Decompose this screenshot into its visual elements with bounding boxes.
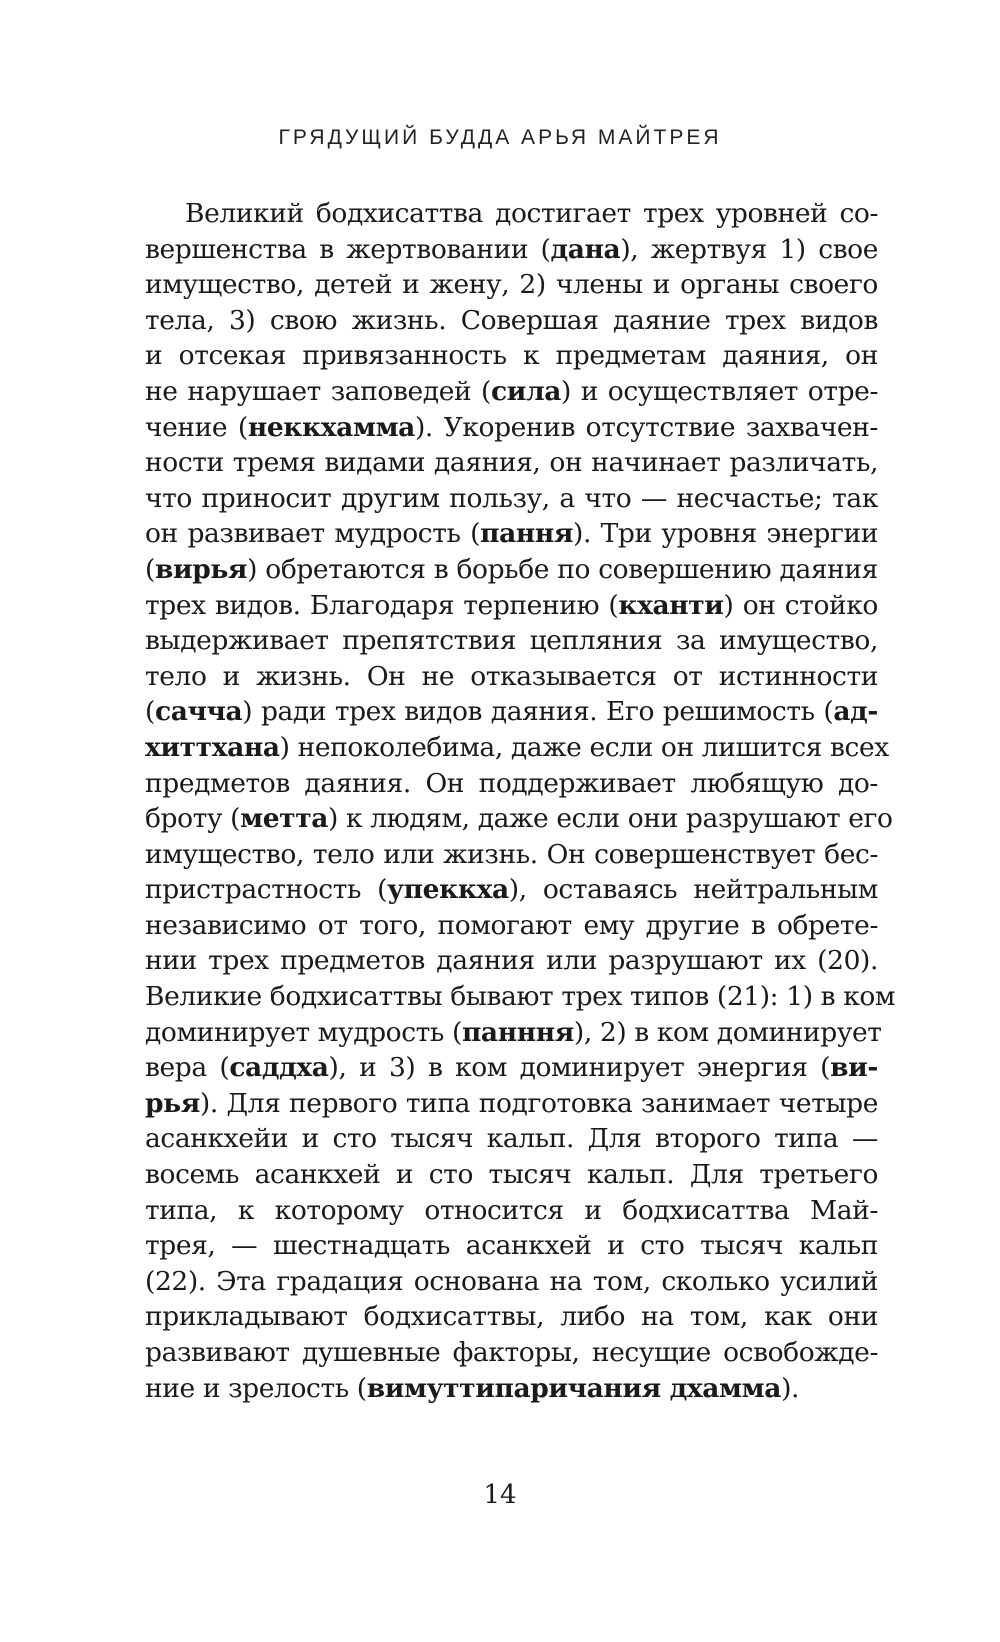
text-run: вера ( [145, 1052, 230, 1084]
text-line [145, 232, 878, 268]
text-line [145, 338, 878, 374]
text-line [145, 943, 878, 979]
text-run: Великий бодхисаттва достигает трех уровней со- [185, 198, 878, 229]
text-run: ние и зрелость ( [145, 1372, 367, 1404]
bold-term: саддха [229, 1052, 329, 1084]
bold-term: метта [240, 803, 328, 835]
text-run: восемь асанкхей и сто тысяч кальп. Для третьего [145, 1159, 878, 1191]
page-number: 14 [483, 1480, 517, 1510]
text-run: он развивает мудрость ( [145, 518, 481, 550]
text-run: тела, 3) свою жизнь. Совершая даяние трех видов [145, 304, 878, 336]
text-line [145, 445, 878, 481]
text-line [145, 872, 878, 908]
text-line [145, 1371, 878, 1407]
text-line [145, 196, 878, 232]
text-line [145, 730, 889, 766]
text-line [145, 552, 878, 588]
text-line [145, 516, 878, 552]
bold-term: хиттхана [145, 731, 280, 763]
text-run: предметов даяния. Он поддерживает любящую до- [145, 767, 878, 799]
text-run: нии трех предметов даяния или разрушают их (20). [145, 945, 878, 977]
text-line [145, 979, 896, 1015]
bold-term: вирья [154, 553, 248, 585]
text-run: ). Для первого типа подготовка занимает четыре [199, 1087, 878, 1119]
text-line [145, 267, 878, 303]
bold-term: ад- [833, 696, 878, 728]
text-run: ), и 3) в ком доминирует энергия ( [328, 1052, 831, 1084]
text-line [145, 1335, 878, 1371]
text-run: ) непоколебима, даже если он лишится всех [279, 731, 889, 763]
text-run: броту ( [145, 803, 241, 835]
bold-term: вимуттипаричания дхамма [366, 1372, 782, 1404]
text-line [145, 1264, 878, 1300]
text-run: доминирует мудрость ( [145, 1016, 462, 1048]
text-line [145, 1086, 878, 1122]
text-run: и отсекая привязанность к предметам даяния, он [145, 340, 878, 372]
text-run: ) к людям, даже если они разрушают его [327, 803, 893, 835]
text-line [145, 1015, 882, 1051]
text-run: (22). Эта градация основана на том, сколько усилий [145, 1265, 878, 1297]
text-run: тело и жизнь. Он не отказывается от истинности [145, 660, 878, 692]
text-line [145, 1157, 878, 1193]
text-run: имущество, детей и жену, 2) члены и органы своего [145, 269, 878, 301]
text-line [145, 1193, 878, 1229]
text-run: ), 2) в ком доминирует [573, 1016, 882, 1048]
text-line [145, 623, 878, 659]
text-run: имущество, тело или жизнь. Он совершенствует бес- [145, 838, 878, 870]
text-line [145, 694, 878, 730]
text-run: трея, — шестнадцать асанкхей и сто тысяч кальп [145, 1230, 878, 1262]
text-run: ности тремя видами даяния, он начинает различать, [145, 447, 878, 479]
text-run: чение ( [145, 411, 248, 443]
text-run: ) он стойко [723, 589, 878, 621]
text-run: ( [145, 696, 155, 728]
text-run: ), жертвуя 1) свое [620, 233, 878, 265]
text-line [145, 766, 878, 802]
bold-term: дана [550, 233, 621, 265]
text-line [145, 588, 878, 624]
bold-term: рья [145, 1087, 200, 1119]
text-run: типа, к которому относится и бодхисаттва Май- [145, 1194, 878, 1226]
text-line [145, 801, 893, 837]
text-run: ), оставаясь нейтральным [508, 874, 878, 906]
text-line [145, 410, 878, 446]
text-run: ) и осуществляет отре- [561, 375, 878, 407]
text-run: выдерживает препятствия цепляния за имущество, [145, 625, 878, 657]
text-line [145, 837, 878, 873]
text-run: прикладывают бодхисаттвы, либо на том, как они [145, 1301, 878, 1333]
body-paragraph [145, 196, 896, 1406]
text-line [145, 481, 878, 517]
bold-term: упеккха [387, 874, 509, 906]
text-line [145, 1050, 878, 1086]
text-run: ( [145, 553, 155, 585]
text-run: вершенства в жертвовании ( [145, 233, 551, 265]
text-run: трех видов. Благодаря терпению ( [145, 589, 619, 621]
text-run: пристрастность ( [145, 874, 388, 906]
text-line [145, 303, 878, 339]
text-run: ) обретаются в борьбе по совершению даяния [247, 553, 878, 585]
bold-term: кханти [618, 589, 724, 621]
running-head: ГРЯДУЩИЙ БУДДА АРЬЯ МАЙТРЕЯ [278, 126, 722, 149]
bold-term: панння [461, 1016, 574, 1048]
text-line [145, 1228, 878, 1264]
text-run: независимо от того, помогают ему другие в обрете- [145, 909, 878, 941]
text-run: ). Укоренив отсутствие захвачен- [414, 411, 878, 443]
bold-term: неккхамма [247, 411, 415, 443]
text-run: что приносит другим пользу, а что — несчастье; так [145, 482, 878, 514]
bold-term: сила [490, 375, 562, 407]
text-line [145, 374, 878, 410]
text-line [145, 908, 878, 944]
text-run: не нарушает заповедей ( [145, 375, 491, 407]
text-run: ). [781, 1372, 800, 1404]
bold-term: сачча [154, 696, 243, 728]
bold-term: ви- [830, 1052, 878, 1084]
text-run: асанкхейи и сто тысяч кальп. Для второго типа — [145, 1123, 878, 1155]
text-run: ) ради трех видов даяния. Его решимость ( [242, 696, 834, 728]
bold-term: пання [480, 518, 574, 550]
text-run: Великие бодхисаттвы бывают трех типов (21): 1) в ком [145, 981, 896, 1013]
text-line [145, 659, 878, 695]
text-run: ). Три уровня энергии [573, 518, 878, 550]
text-run: развивают душевные факторы, несущие освобожде- [145, 1337, 878, 1368]
text-line [145, 1121, 878, 1157]
text-line [145, 1299, 878, 1335]
